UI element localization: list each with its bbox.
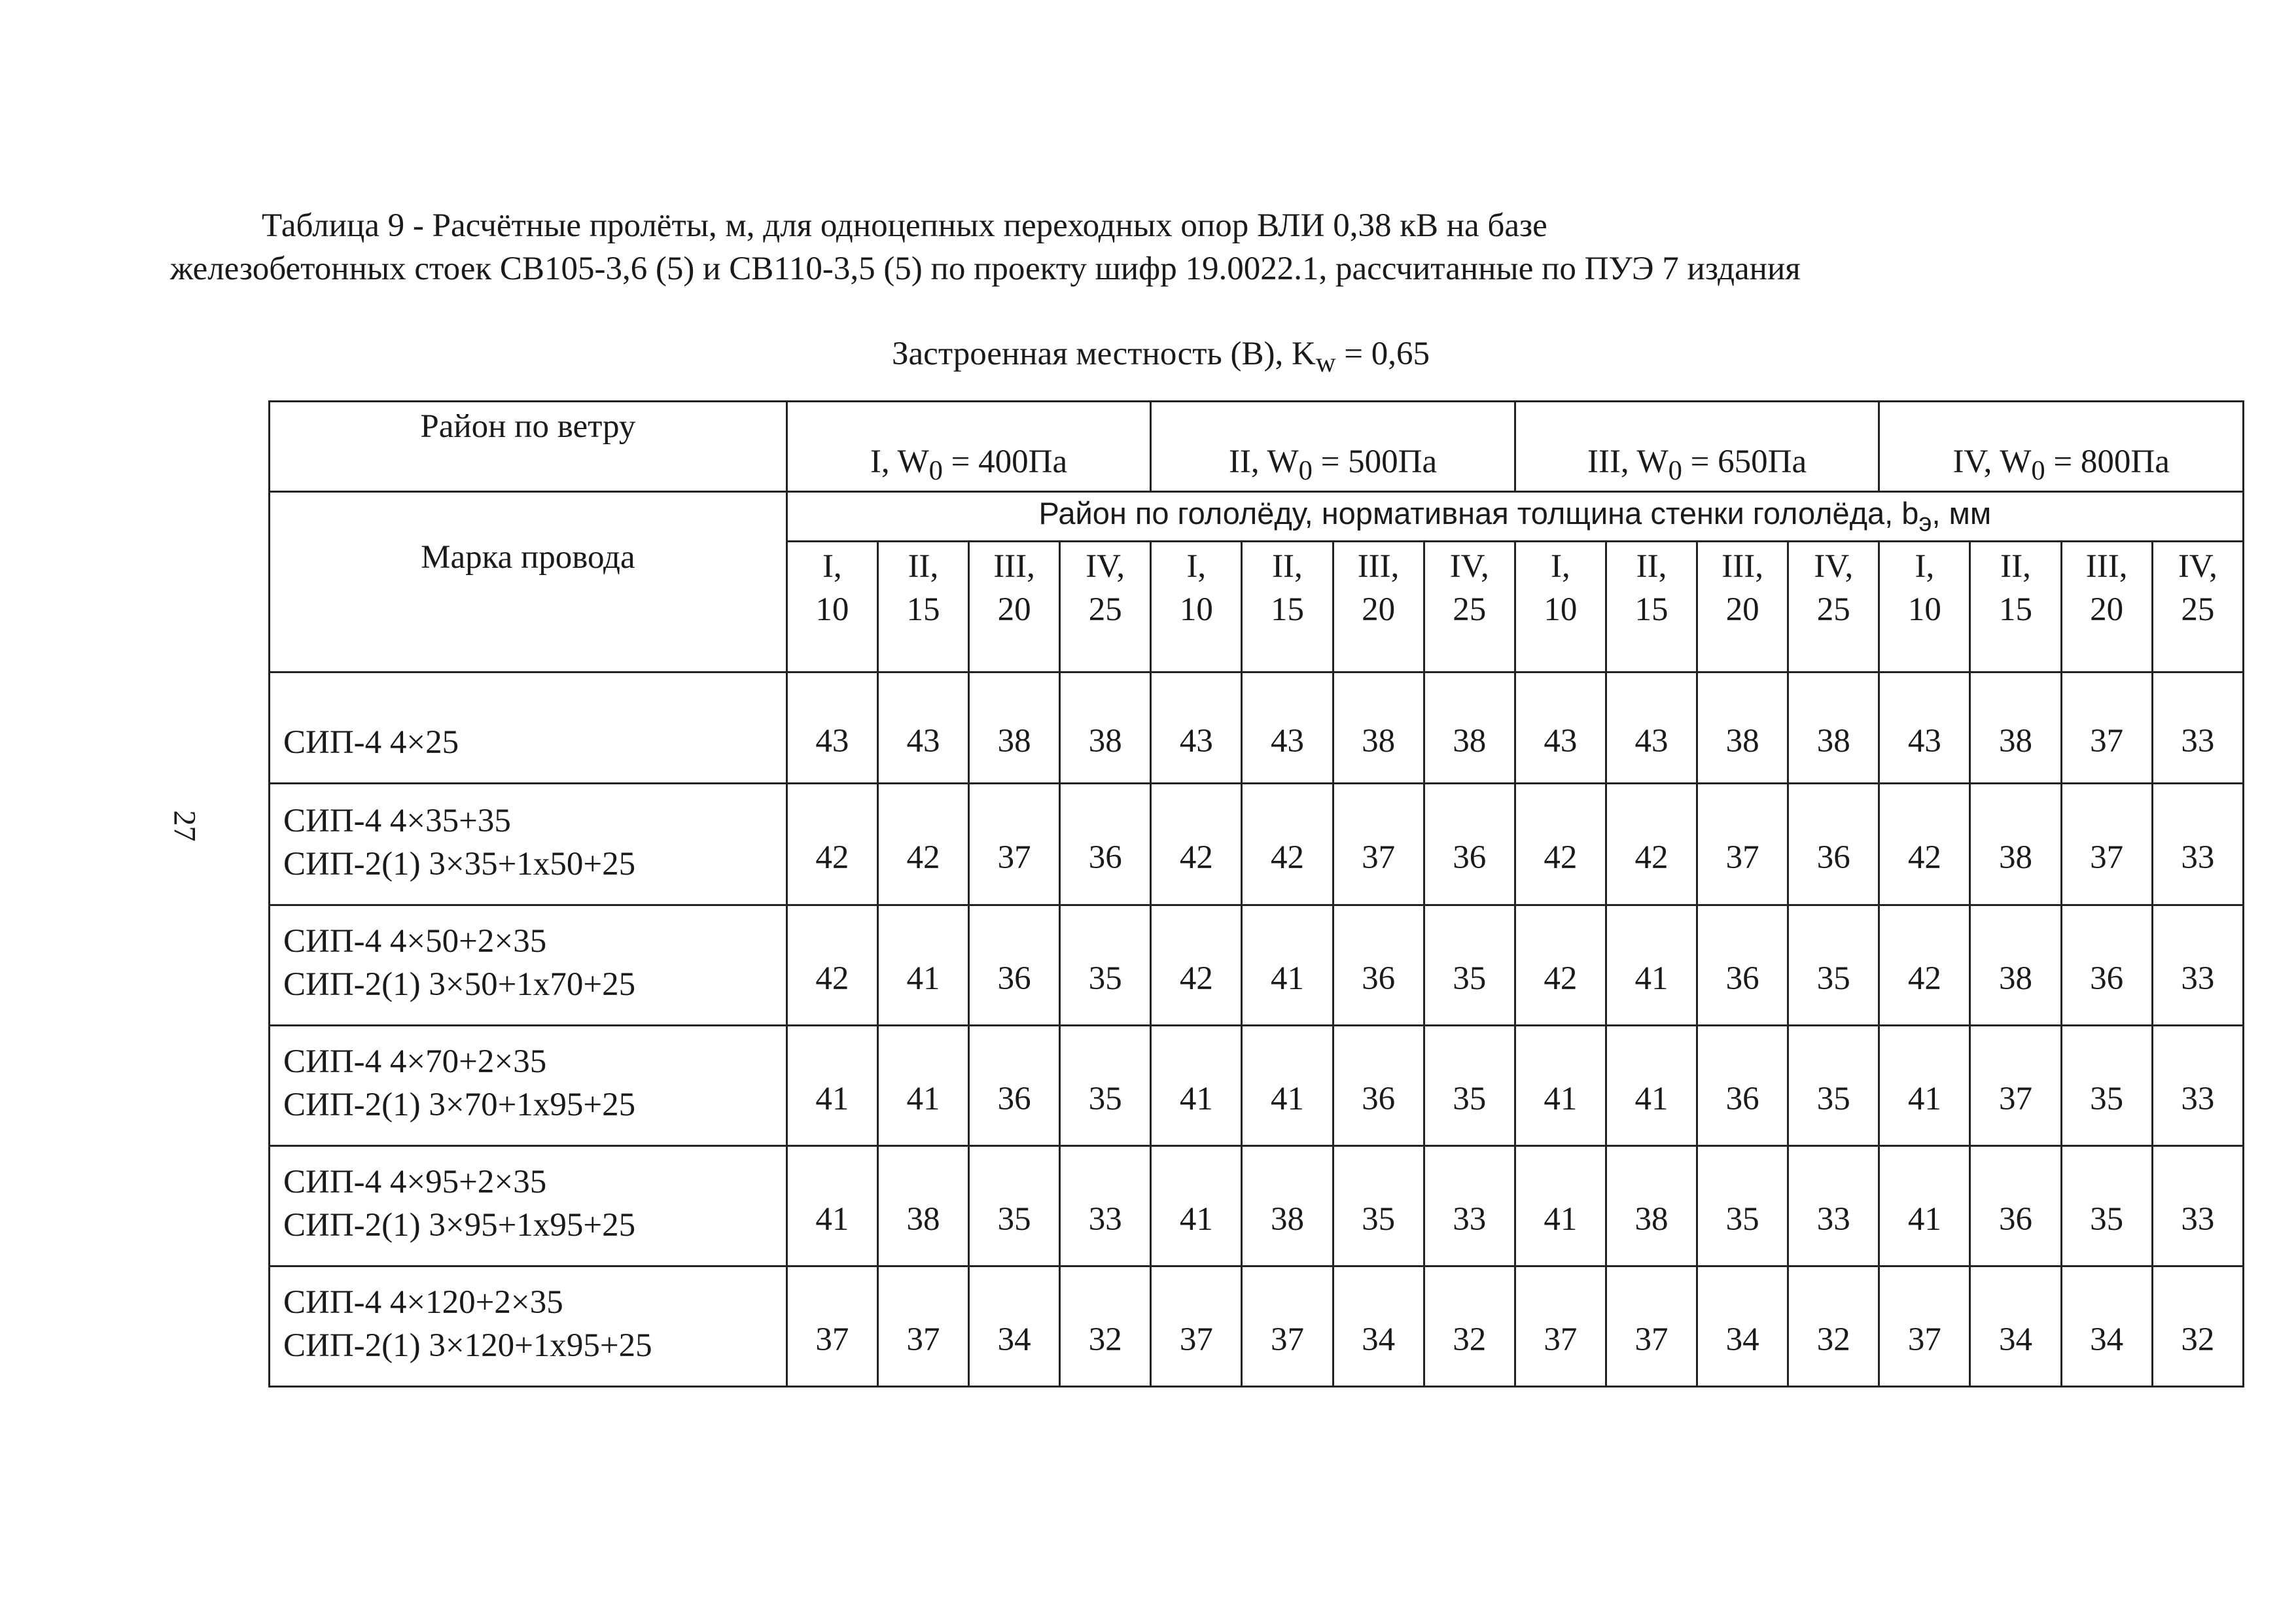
subtitle-text: Застроенная местность (В), K — [892, 336, 1316, 372]
spans-table — [268, 400, 2244, 1387]
span-value-cell: 38 — [1333, 672, 1424, 784]
ice-thickness-value: 15 — [1634, 591, 1669, 628]
span-value-cell: 33 — [1060, 1146, 1151, 1266]
span-value-cell: 34 — [969, 1266, 1060, 1387]
span-value-cell: 42 — [786, 784, 877, 905]
wire-mark-line-1: СИП-4 4×50+2×35 — [283, 923, 547, 960]
span-value-cell: 33 — [1424, 1146, 1515, 1266]
span-value-cell: 38 — [1970, 672, 2061, 784]
ice-thickness-value: 20 — [997, 591, 1031, 628]
wire-mark-line-2: СИП-2(1) 3×50+1х70+25 — [283, 966, 636, 1003]
span-value-cell: 41 — [1879, 1146, 1970, 1266]
span-value-cell: 43 — [1879, 672, 1970, 784]
span-value-cell: 36 — [969, 1026, 1060, 1146]
wire-mark-line-1: СИП-4 4×35+35 — [283, 803, 511, 839]
wind-zone-subscript: 0 — [928, 455, 943, 486]
span-value-cell: 33 — [2152, 672, 2243, 784]
span-value-cell: 38 — [1060, 672, 1151, 784]
span-value-cell: 37 — [786, 1266, 877, 1387]
wire-mark-line-2: СИП-2(1) 3×35+1х50+25 — [283, 846, 636, 882]
span-value-cell: 43 — [786, 672, 877, 784]
span-value-cell: 32 — [1788, 1266, 1879, 1387]
wind-zone-pressure: = 400Па — [942, 443, 1068, 480]
page-number: 27 — [167, 810, 202, 842]
span-value-cell: 36 — [1697, 905, 1788, 1026]
wind-zone-text: I, W — [870, 443, 929, 480]
ice-title-text: Район по гололёду, нормативная толщина стенки гололёда, b — [1038, 496, 1919, 531]
span-value-cell: 42 — [877, 784, 968, 905]
span-value-cell: 38 — [1606, 1146, 1697, 1266]
ice-thickness-value: 20 — [2090, 591, 2124, 628]
span-value-cell: 41 — [1151, 1146, 1242, 1266]
span-value-cell: 32 — [2152, 1266, 2243, 1387]
ice-thickness-value: 15 — [906, 591, 940, 628]
span-value-cell: 36 — [2061, 905, 2152, 1026]
wire-mark-cell — [270, 905, 787, 1026]
span-value-cell: 38 — [1424, 672, 1515, 784]
terrain-subtitle — [892, 335, 1430, 379]
table-row — [270, 1146, 2244, 1266]
ice-zone-label: IV, — [1814, 548, 1854, 585]
ice-thickness-value: 25 — [1088, 591, 1122, 628]
wire-label-cell: Марка провода — [270, 492, 787, 672]
span-value-cell: 37 — [1333, 784, 1424, 905]
span-value-cell: 38 — [877, 1146, 968, 1266]
ice-zone-label: II, — [908, 548, 939, 585]
span-value-cell: 36 — [1333, 1026, 1424, 1146]
span-value-cell: 35 — [1424, 1026, 1515, 1146]
wire-mark-line-2: СИП-2(1) 3×120+1х95+25 — [283, 1327, 652, 1364]
ice-zone-label: II, — [1272, 548, 1303, 585]
ice-thickness-value: 25 — [1816, 591, 1850, 628]
wire-mark-line-2: СИП-2(1) 3×95+1х95+25 — [283, 1207, 636, 1244]
span-value-cell: 41 — [1879, 1026, 1970, 1146]
ice-title-cell — [786, 492, 2243, 542]
ice-zone-cell — [1515, 542, 1606, 672]
span-value-cell: 41 — [1151, 1026, 1242, 1146]
wind-zone-subscript: 0 — [2031, 455, 2045, 486]
table-row — [270, 1266, 2244, 1387]
span-value-cell: 37 — [1606, 1266, 1697, 1387]
wind-label-cell: Район по ветру — [270, 402, 787, 492]
table-row — [270, 784, 2244, 905]
ice-title-tail: , мм — [1932, 496, 1992, 531]
span-value-cell: 35 — [1060, 1026, 1151, 1146]
caption-line-1: Таблица 9 - Расчётные пролёты, м, для одноцепных переходных опор ВЛИ 0,38 кВ на базе — [262, 207, 1547, 244]
span-value-cell: 43 — [877, 672, 968, 784]
span-value-cell: 41 — [1242, 1026, 1333, 1146]
ice-zone-cell — [1333, 542, 1424, 672]
span-value-cell: 33 — [2152, 1026, 2243, 1146]
span-value-cell: 35 — [2061, 1146, 2152, 1266]
ice-zone-cell — [877, 542, 968, 672]
ice-thickness-value: 25 — [1453, 591, 1487, 628]
span-value-cell: 41 — [1606, 905, 1697, 1026]
ice-thickness-value: 15 — [1270, 591, 1304, 628]
span-value-cell: 41 — [1606, 1026, 1697, 1146]
span-value-cell: 36 — [1333, 905, 1424, 1026]
ice-thickness-value: 20 — [1725, 591, 1759, 628]
wire-mark-line-1: СИП-4 4×25 — [283, 724, 459, 761]
span-value-cell: 38 — [969, 672, 1060, 784]
ice-zone-cell — [1151, 542, 1242, 672]
ice-zone-label: IV, — [2178, 548, 2217, 585]
span-value-cell: 36 — [1697, 1026, 1788, 1146]
span-value-cell: 36 — [1970, 1146, 2061, 1266]
span-value-cell: 37 — [877, 1266, 968, 1387]
ice-zone-cell — [1879, 542, 1970, 672]
wire-mark-cell — [270, 784, 787, 905]
ice-zone-label: I, — [1550, 548, 1570, 585]
wind-zone-cell — [786, 402, 1151, 492]
span-value-cell: 37 — [1151, 1266, 1242, 1387]
span-value-cell: 36 — [1788, 784, 1879, 905]
span-value-cell: 32 — [1060, 1266, 1151, 1387]
span-value-cell: 35 — [1424, 905, 1515, 1026]
span-value-cell: 33 — [2152, 1146, 2243, 1266]
span-value-cell: 38 — [1242, 1146, 1333, 1266]
span-value-cell: 37 — [2061, 672, 2152, 784]
ice-zone-label: IV, — [1449, 548, 1489, 585]
span-value-cell: 42 — [1606, 784, 1697, 905]
span-value-cell: 34 — [2061, 1266, 2152, 1387]
ice-zone-cell — [1060, 542, 1151, 672]
ice-zone-label: III, — [1722, 548, 1763, 585]
table-row — [270, 672, 2244, 784]
span-value-cell: 41 — [1515, 1146, 1606, 1266]
subtitle-tail: = 0,65 — [1335, 336, 1430, 372]
span-value-cell: 42 — [1242, 784, 1333, 905]
span-value-cell: 33 — [2152, 905, 2243, 1026]
ice-thickness-value: 25 — [2181, 591, 2215, 628]
ice-thickness-value: 10 — [1907, 591, 1941, 628]
span-value-cell: 42 — [1515, 905, 1606, 1026]
wind-zone-subscript: 0 — [1298, 455, 1313, 486]
ice-zone-label: III, — [993, 548, 1035, 585]
span-value-cell: 32 — [1424, 1266, 1515, 1387]
span-value-cell: 42 — [1879, 905, 1970, 1026]
span-value-cell: 42 — [1151, 905, 1242, 1026]
span-value-cell: 35 — [2061, 1026, 2152, 1146]
span-value-cell: 35 — [1788, 905, 1879, 1026]
table-row — [270, 905, 2244, 1026]
ice-thickness-value: 10 — [1179, 591, 1213, 628]
ice-zone-cell — [1606, 542, 1697, 672]
span-value-cell: 41 — [877, 1026, 968, 1146]
wind-zone-pressure: = 800Па — [2045, 443, 2170, 480]
wind-header-row — [270, 402, 2244, 492]
span-value-cell: 34 — [1697, 1266, 1788, 1387]
span-value-cell: 35 — [1333, 1146, 1424, 1266]
ice-title-subscript: э — [1918, 508, 1932, 537]
table-caption — [170, 204, 2133, 290]
span-value-cell: 38 — [1970, 905, 2061, 1026]
ice-zone-label: I, — [822, 548, 842, 585]
ice-zone-cell — [2152, 542, 2243, 672]
span-value-cell: 37 — [1879, 1266, 1970, 1387]
subtitle-subscript: w — [1315, 347, 1336, 379]
span-value-cell: 42 — [1151, 784, 1242, 905]
span-value-cell: 43 — [1151, 672, 1242, 784]
ice-zone-cell — [1697, 542, 1788, 672]
wire-mark-line-2: СИП-2(1) 3×70+1х95+25 — [283, 1087, 636, 1123]
wire-mark-cell — [270, 1026, 787, 1146]
ice-zone-cell — [1424, 542, 1515, 672]
wind-zone-pressure: = 650Па — [1682, 443, 1807, 480]
ice-zone-cell — [1788, 542, 1879, 672]
ice-zone-label: I, — [1915, 548, 1935, 585]
ice-zone-cell — [1970, 542, 2061, 672]
span-value-cell: 42 — [1879, 784, 1970, 905]
wind-zone-cell — [1151, 402, 1515, 492]
span-value-cell: 34 — [1333, 1266, 1424, 1387]
span-value-cell: 35 — [969, 1146, 1060, 1266]
ice-zone-cell — [1242, 542, 1333, 672]
ice-title-row — [270, 492, 2244, 542]
span-value-cell: 36 — [969, 905, 1060, 1026]
wire-mark-line-1: СИП-4 4×70+2×35 — [283, 1043, 547, 1080]
span-value-cell: 35 — [1788, 1026, 1879, 1146]
ice-thickness-value: 10 — [815, 591, 849, 628]
wind-zone-text: IV, W — [1952, 443, 2032, 480]
span-value-cell: 38 — [1788, 672, 1879, 784]
span-value-cell: 42 — [1515, 784, 1606, 905]
ice-zone-label: III, — [2085, 548, 2128, 585]
span-value-cell: 43 — [1515, 672, 1606, 784]
ice-thickness-value: 10 — [1544, 591, 1578, 628]
span-value-cell: 37 — [1515, 1266, 1606, 1387]
wire-mark-line-1: СИП-4 4×120+2×35 — [283, 1284, 563, 1321]
ice-zone-cell — [786, 542, 877, 672]
table-row — [270, 1026, 2244, 1146]
span-value-cell: 37 — [1970, 1026, 2061, 1146]
span-value-cell: 36 — [1060, 784, 1151, 905]
span-value-cell: 34 — [1970, 1266, 2061, 1387]
ice-zone-label: IV, — [1086, 548, 1125, 585]
wire-mark-cell — [270, 672, 787, 784]
ice-zone-label: II, — [2000, 548, 2031, 585]
span-value-cell: 37 — [969, 784, 1060, 905]
span-value-cell: 41 — [1242, 905, 1333, 1026]
wire-mark-cell — [270, 1146, 787, 1266]
ice-zone-label: II, — [1636, 548, 1667, 585]
span-value-cell: 37 — [1697, 784, 1788, 905]
ice-zone-cell — [2061, 542, 2152, 672]
ice-thickness-value: 20 — [1362, 591, 1396, 628]
caption-line-2: железобетонных стоек СВ105-3,6 (5) и СВ110-3,5 (5) по проекту шифр 19.0022.1, рассчитанные по ПУЭ 7 издания — [170, 251, 1801, 287]
span-value-cell: 41 — [786, 1026, 877, 1146]
span-value-cell: 37 — [2061, 784, 2152, 905]
span-value-cell: 35 — [1697, 1146, 1788, 1266]
span-value-cell: 33 — [1788, 1146, 1879, 1266]
span-value-cell: 42 — [786, 905, 877, 1026]
ice-thickness-value: 15 — [1999, 591, 2033, 628]
wind-zone-text: III, W — [1587, 443, 1669, 480]
span-value-cell: 33 — [2152, 784, 2243, 905]
wire-mark-cell — [270, 1266, 787, 1387]
wind-zone-subscript: 0 — [1668, 455, 1682, 486]
ice-zone-label: I, — [1186, 548, 1207, 585]
span-value-cell: 41 — [786, 1146, 877, 1266]
ice-zone-label: III, — [1357, 548, 1400, 585]
wind-zone-cell — [1515, 402, 1879, 492]
span-value-cell: 38 — [1970, 784, 2061, 905]
wire-mark-line-1: СИП-4 4×95+2×35 — [283, 1164, 547, 1200]
span-value-cell: 43 — [1242, 672, 1333, 784]
span-value-cell: 41 — [877, 905, 968, 1026]
span-value-cell: 38 — [1697, 672, 1788, 784]
ice-zone-cell — [969, 542, 1060, 672]
span-value-cell: 43 — [1606, 672, 1697, 784]
span-value-cell: 37 — [1242, 1266, 1333, 1387]
span-value-cell: 41 — [1515, 1026, 1606, 1146]
wind-zone-pressure: = 500Па — [1312, 443, 1438, 480]
span-value-cell: 35 — [1060, 905, 1151, 1026]
span-value-cell: 36 — [1424, 784, 1515, 905]
wind-zone-text: II, W — [1228, 443, 1299, 480]
wind-zone-cell — [1879, 402, 2244, 492]
